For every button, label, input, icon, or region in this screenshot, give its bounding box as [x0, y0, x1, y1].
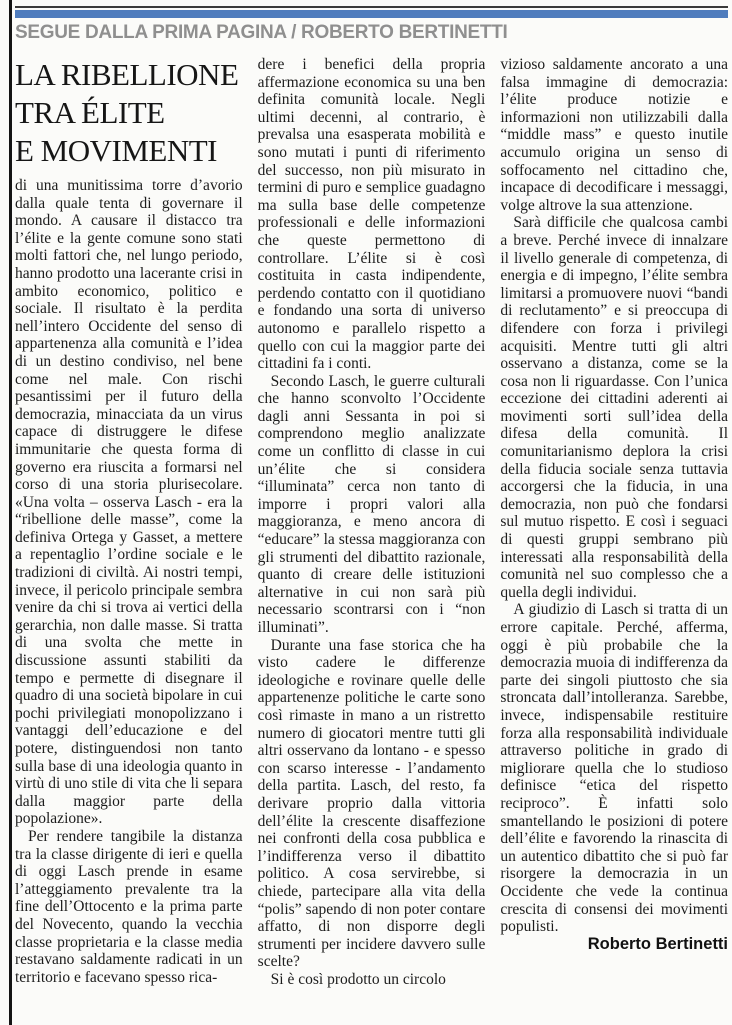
paragraph: dere i benefici della propria affermazione economica su una ben definita comunità locale. Negli ultimi decenni, al contrario, è prevalsa una esasperata mobilità e sono mutati i punti di riferimento del successo, non più misurato in termini di puro e semplice guadagno ma sulla base delle competenze professionali e delle informazioni che queste permettono di controllare. L’élite si è così costituita in casta indipendente, perdendo contatto con il quotidiano e fondando una sorta di universo autonomo e parallelo rispetto a quello con cui la maggior parte dei cittadini fa i conti. [257, 56, 486, 373]
paragraph: A giudizio di Lasch si tratta di un errore capitale. Perché, afferma, oggi è più probabile che la democrazia muoia di indifferenza da parte dei singoli piuttosto che sia stroncata dall’intolleranza. Sarebbe, invece, indispensabile restituire forza alla responsabilità individuale attraverso politiche in grado di migliorare quella che lo studioso definisce “etica del rispetto reciproco”. È infatti solo smantellando le posizioni di potere dell’élite e favorendo la rinascita di un autentico dibattito che si può far risorgere la democrazia in un Occidente che vede la continua crescita di consensi dei movimenti populisti. [500, 601, 728, 936]
byline: Roberto Bertinetti [587, 934, 728, 953]
column-3 [500, 56, 728, 1025]
header-accent-bar [15, 10, 728, 18]
paragraph: Si è così prodotto un circolo [270, 970, 446, 988]
paragraph: di una munitissima torre d’avorio dalla quale tenta di governare il mondo. A causare il distacco tra l’élite e la gente comune sono stati molti fattori che, nel lungo periodo, hanno prodotto una lacerante crisi in ambito economico, politico e sociale. Il risultato è la perdita nell’intero Occidente del senso di appartenenza alla comunità e l’idea di un destino condiviso, nel bene come nel male. Con rischi pesantissimi per il futuro della democrazia, minacciata da un virus capace di distruggere le difese immunitarie che questa forma di governo era riuscita a formarsi nel corso di una storia plurisecolare. «Una volta – osserva Lasch - era la “ribellione delle masse”, come la definiva Ortega y Gasset, a mettere a repentaglio l’ordine sociale e le tradizioni di civiltà. Ai nostri tempi, invece, il pericolo principale sembra venire da chi si trova ai vertici della gerarchia, non dalle masse. Si tratta di una svolta che mette in discussione assunti stabiliti da tempo e permette di disegnare il quadro di una società bipolare in cui pochi privilegiati monopolizzano i vantaggi dell’educazione e del potere, distinguendosi non tanto sulla base di una ideologia quanto in virtù di uno stile di vita che li separa dalla maggior parte della popolazione». [15, 177, 243, 828]
paragraph: Secondo Lasch, le guerre culturali che hanno sconvolto l’Occidente dagli anni Sessanta in poi si comprendono meglio analizzate come un conflitto di classe in cui un’élite che si considera “illuminata” cerca non tanto di imporre i propri valori alla maggioranza, e meno ancora di “educare” la stessa maggioranza con gli strumenti del dibattito razionale, quanto di creare delle istituzioni alternative in cui non sarà più necessario scontrarsi con i “non illuminati”. [257, 372, 486, 636]
header-top-rule [15, 6, 728, 8]
paragraph: Sarà difficile che qualcosa cambi a breve. Perché invece di innalzare il livello generale di competenza, di energia e di impegno, l’élite sembra limitarsi a promuovere nuovi “bandi di reclutamento” e si preoccupa di difendere con forza i privilegi acquisiti. Mentre tutti gli altri osservano a distanza, come se la cosa non li riguardasse. Con l’unica eccezione dei cittadini aderenti ai movimenti sorti sull’idea della difesa della comunità. Il comunitarianismo deplora la crisi della fiducia sociale senza tuttavia accorgersi che la fiducia, in una democrazia, non può che fondarsi sul mutuo rispetto. E così i seguaci di questi gruppi sembrano più interessati alla responsabilità della comunità nel suo complesso che a quella degli individui. [500, 214, 728, 601]
kicker: SEGUE DALLA PRIMA PAGINA / ROBERTO BERTINETTI [15, 22, 508, 43]
paragraph: Per rendere tangibile la distanza tra la classe dirigente di ieri e quella di oggi Lasch prende in esame l’atteggiamento prevalente tra la fine dell’Ottocento e la prima parte del Novecento, quando la vecchia classe proprietaria e la classe media restavano saldamente radicati in un territorio e facevano spesso rica- [15, 827, 243, 986]
column-1 [15, 56, 243, 1025]
headline [15, 56, 243, 170]
headline-line-1: LA RIBELLIONE [15, 57, 239, 92]
article-content [15, 0, 728, 1025]
headline-line-3: E MOVIMENTI [15, 133, 217, 168]
paragraph: vizioso saldamente ancorato a una falsa immagine di democrazia: l’élite produce notizie e informazioni non utilizzabili dalla “middle mass” e questo inutile accumulo origina un senso di soffocamento nel cittadino che, incapace di decodificare i messaggi, volge altrove la sua attenzione. [500, 56, 728, 214]
left-page-rule [9, 0, 12, 1025]
paragraph: Durante una fase storica che ha visto cadere le differenze ideologiche e rovinare quelle delle appartenenze politiche le carte sono così rimaste in mano a un ristretto numero di giocatori mentre tutti gli altri osservano da lontano - e spesso con scarso interesse - l’andamento della partita. Lasch, del resto, fa derivare proprio dalla vittoria dell’élite la crescente disaffezione nei confronti della cosa pubblica e l’indifferenza verso il dibattito politico. A cosa servirebbe, si chiede, partecipare alla vita della “polis” sapendo di non poter contare affatto, di non disporre degli strumenti per incidere davvero sulle scelte? [257, 636, 486, 971]
article-columns [15, 56, 728, 1025]
column-2 [258, 56, 486, 1025]
headline-line-2: TRA ÉLITE [15, 95, 165, 130]
